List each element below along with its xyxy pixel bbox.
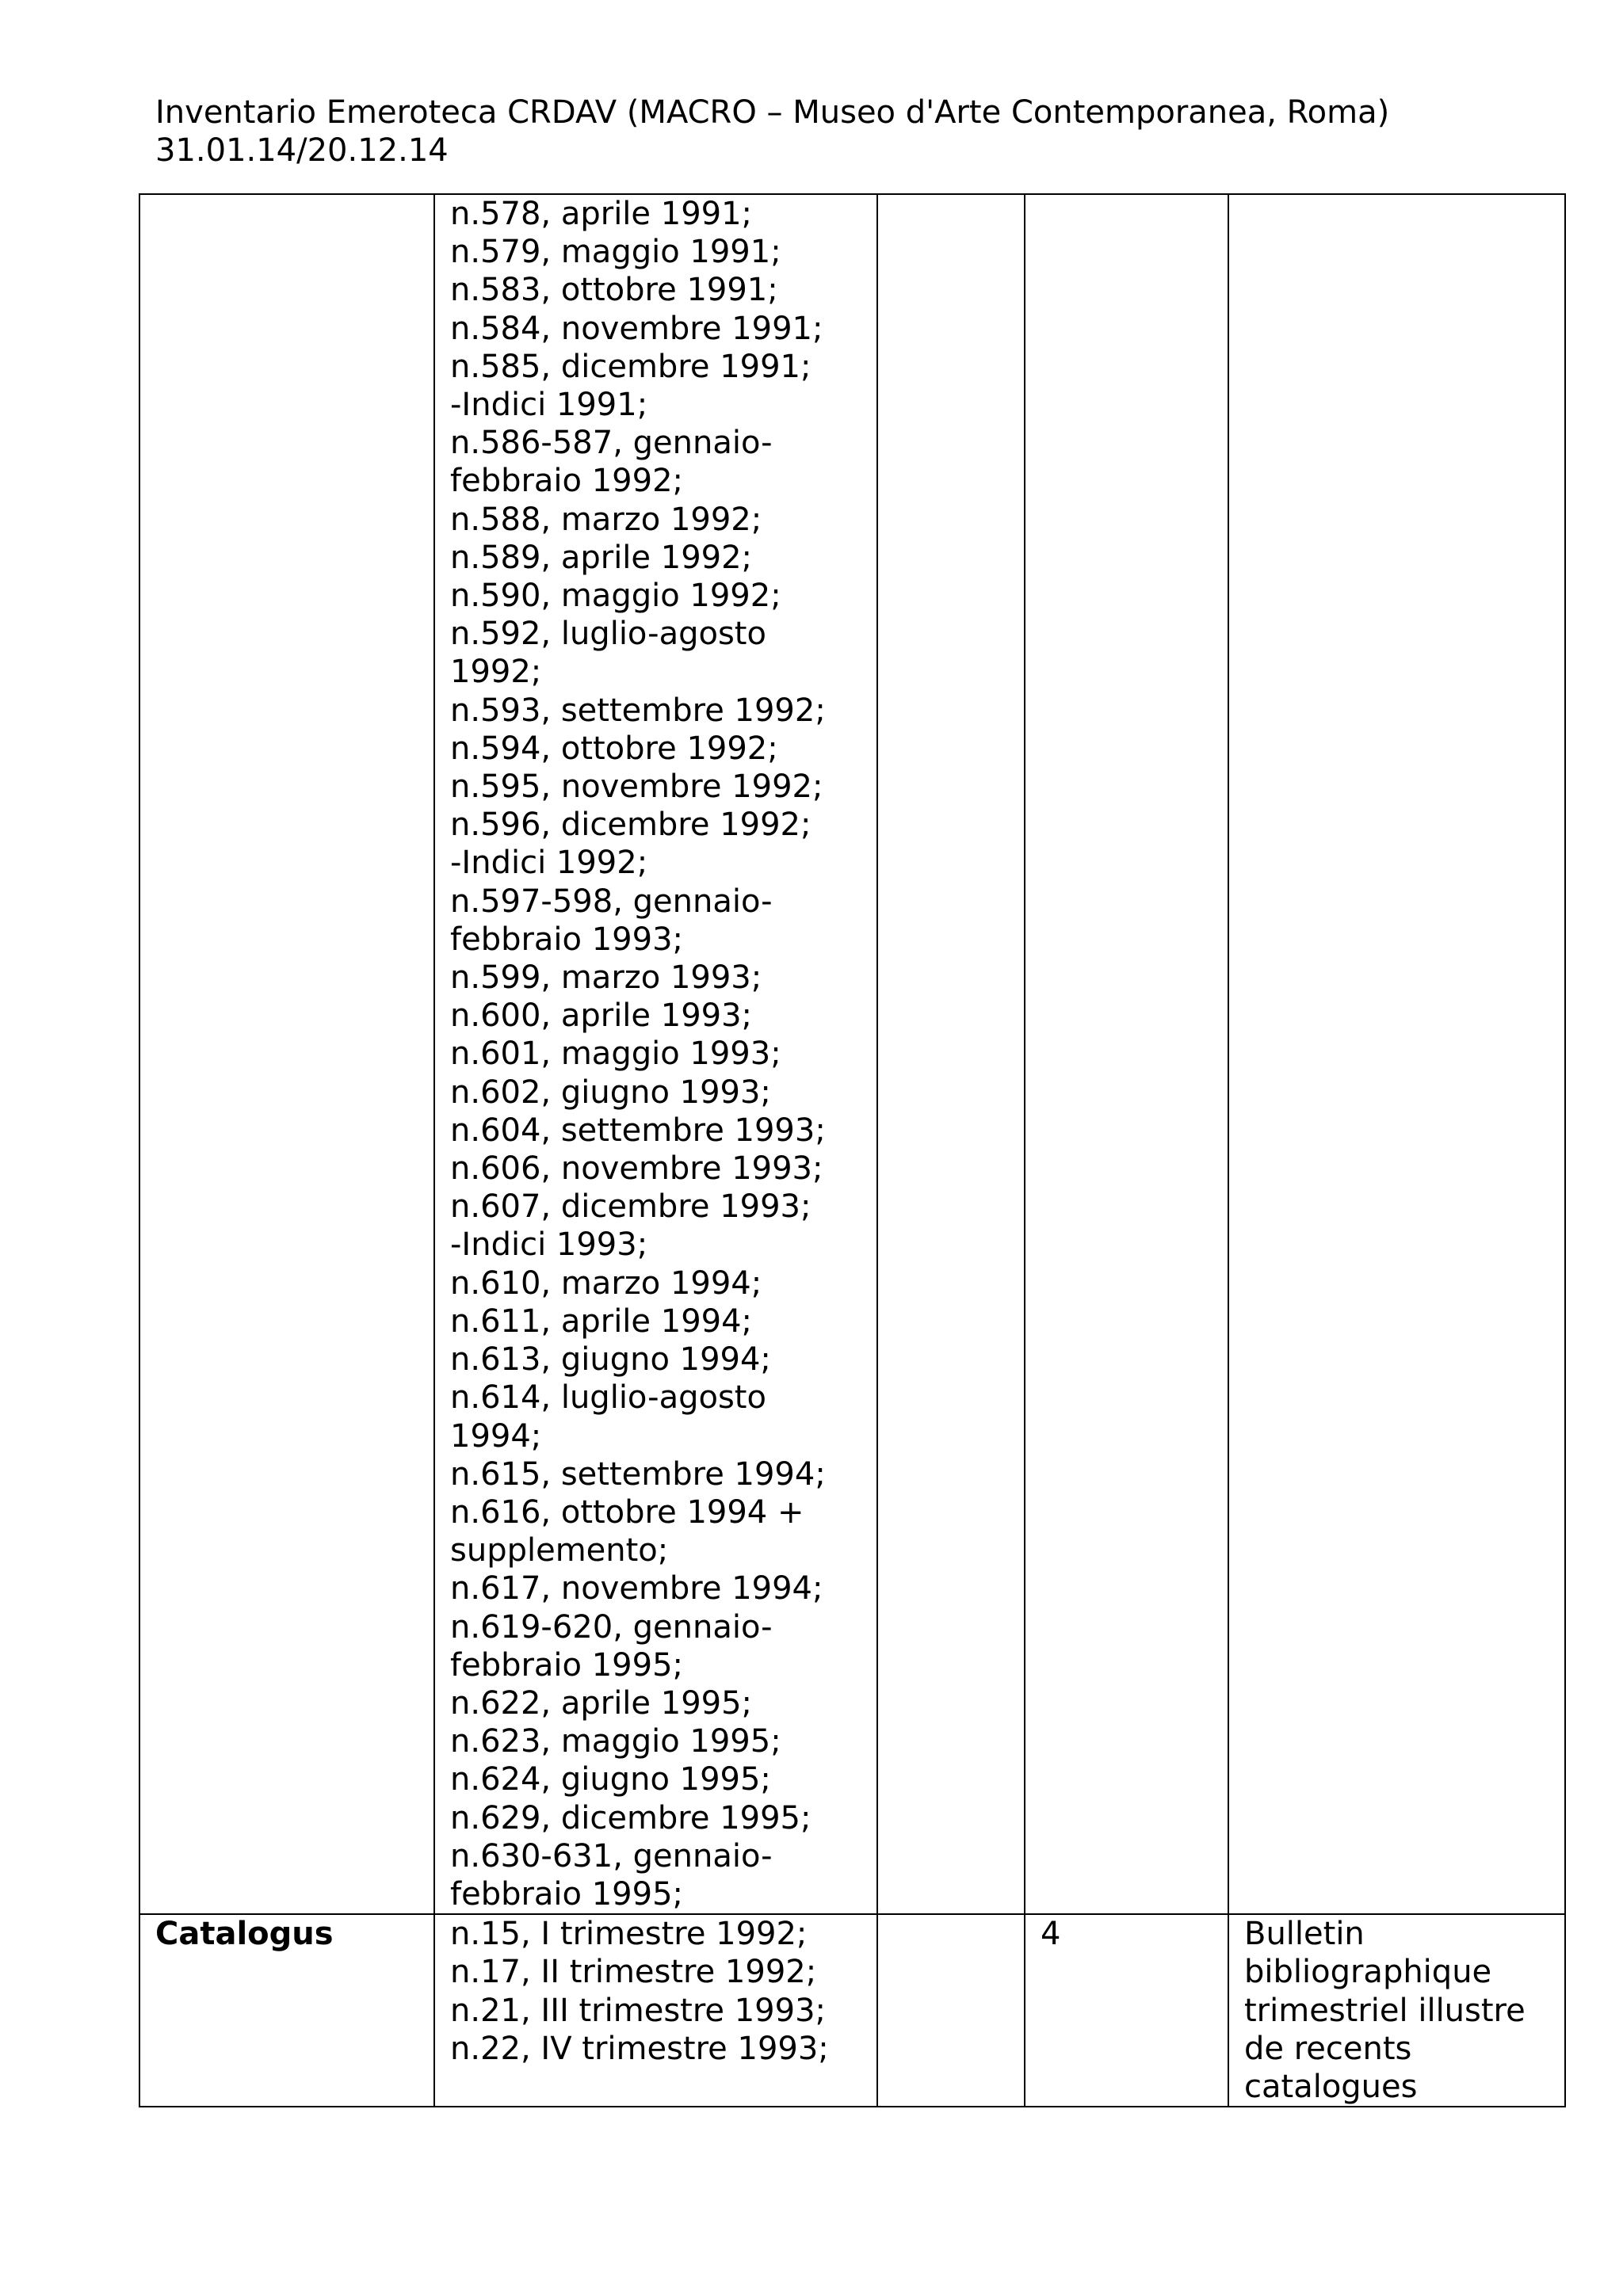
issue-entry: n.606, novembre 1993; xyxy=(450,1150,823,1188)
issue-entry: n.615, settembre 1994; xyxy=(450,1455,826,1493)
issue-entry: n.595, novembre 1992; xyxy=(450,769,823,806)
issue-entry: n.617, novembre 1994; xyxy=(450,1570,823,1608)
count-cell xyxy=(1025,194,1228,1914)
issue-entry: febbraio 1992; xyxy=(450,463,684,500)
issue-entry: n.623, maggio 1995; xyxy=(450,1723,781,1760)
issue-entry: n.594, ottobre 1992; xyxy=(450,730,778,767)
issue-entry: n.590, maggio 1992; xyxy=(450,578,781,615)
header-title: Inventario Emeroteca CRDAV (MACRO – Museo d'Arte Contemporanea, Roma) xyxy=(155,94,1390,131)
notes-cell: Bulletin bibliographique trimestriel illustre de recents catalogues xyxy=(1228,1914,1565,2107)
issue-entry: n.597-598, gennaio- xyxy=(450,883,773,920)
issue-entry: n.583, ottobre 1991; xyxy=(450,272,778,309)
issue-entry: n.610, marzo 1994; xyxy=(450,1264,762,1302)
issue-entry: n.613, giugno 1994; xyxy=(450,1341,771,1379)
periodical-title-cell xyxy=(139,194,434,1914)
issue-entry: n.619-620, gennaio- xyxy=(450,1608,773,1646)
issue-entry: febbraio 1995; xyxy=(450,1875,684,1913)
issues-cell xyxy=(434,1914,877,2107)
issues-cell xyxy=(434,194,877,1914)
issue-entry: n.22, IV trimestre 1993; xyxy=(450,2030,829,2067)
issue-list xyxy=(450,1915,869,2068)
page-header xyxy=(155,93,1389,170)
issue-entry: n.589, aprile 1992; xyxy=(450,539,753,576)
issue-entry: n.624, giugno 1995; xyxy=(450,1761,771,1798)
issue-entry: -Indici 1993; xyxy=(450,1226,648,1264)
issue-entry: n.593, settembre 1992; xyxy=(450,692,826,729)
issue-entry: n.592, luglio-agosto xyxy=(450,616,766,653)
issue-entry: n.630-631, gennaio- xyxy=(450,1837,773,1875)
issue-entry: supplemento; xyxy=(450,1532,669,1569)
issue-entry: n.21, III trimestre 1993; xyxy=(450,1992,827,2029)
issue-entry: n.604, settembre 1993; xyxy=(450,1112,826,1149)
issue-entry: febbraio 1995; xyxy=(450,1646,684,1684)
issue-entry: n.579, maggio 1991; xyxy=(450,234,781,271)
issue-entry: n.602, giugno 1993; xyxy=(450,1074,771,1111)
issue-entry: -Indici 1992; xyxy=(450,845,648,882)
issue-entry: n.588, marzo 1992; xyxy=(450,501,762,538)
issue-entry: n.599, marzo 1993; xyxy=(450,959,762,997)
issue-entry: n.578, aprile 1991; xyxy=(450,196,753,232)
column-3-cell xyxy=(877,194,1025,1914)
issue-entry: n.586-587, gennaio- xyxy=(450,425,773,462)
count-cell: 4 xyxy=(1025,1914,1228,2107)
notes-cell xyxy=(1228,194,1565,1914)
inventory-table xyxy=(139,193,1566,2107)
issue-entry: n.15, I trimestre 1992; xyxy=(450,1916,808,1953)
issue-list xyxy=(450,195,869,1913)
table-row xyxy=(139,194,1565,1914)
column-3-cell xyxy=(877,1914,1025,2107)
issue-entry: n.584, novembre 1991; xyxy=(450,310,823,347)
issue-entry: n.600, aprile 1993; xyxy=(450,997,753,1035)
periodical-title-cell: Catalogus xyxy=(139,1914,434,2107)
issue-entry: n.596, dicembre 1992; xyxy=(450,807,812,844)
issue-entry: n.611, aprile 1994; xyxy=(450,1302,753,1340)
issue-entry: n.585, dicembre 1991; xyxy=(450,348,812,385)
issue-entry: 1992; xyxy=(450,654,542,691)
table-row xyxy=(139,1914,1565,2107)
issue-entry: febbraio 1993; xyxy=(450,921,684,958)
issue-entry: -Indici 1991; xyxy=(450,387,648,424)
issue-entry: 1994; xyxy=(450,1417,542,1455)
issue-entry: n.17, II trimestre 1992; xyxy=(450,1954,817,1991)
issue-entry: n.622, aprile 1995; xyxy=(450,1684,753,1722)
issue-entry: n.614, luglio-agosto xyxy=(450,1379,766,1417)
issue-entry: n.629, dicembre 1995; xyxy=(450,1799,812,1836)
issue-entry: n.616, ottobre 1994 + xyxy=(450,1493,804,1531)
header-date-range: 31.01.14/20.12.14 xyxy=(155,132,449,169)
issue-entry: n.601, maggio 1993; xyxy=(450,1035,781,1073)
issue-entry: n.607, dicembre 1993; xyxy=(450,1188,812,1226)
